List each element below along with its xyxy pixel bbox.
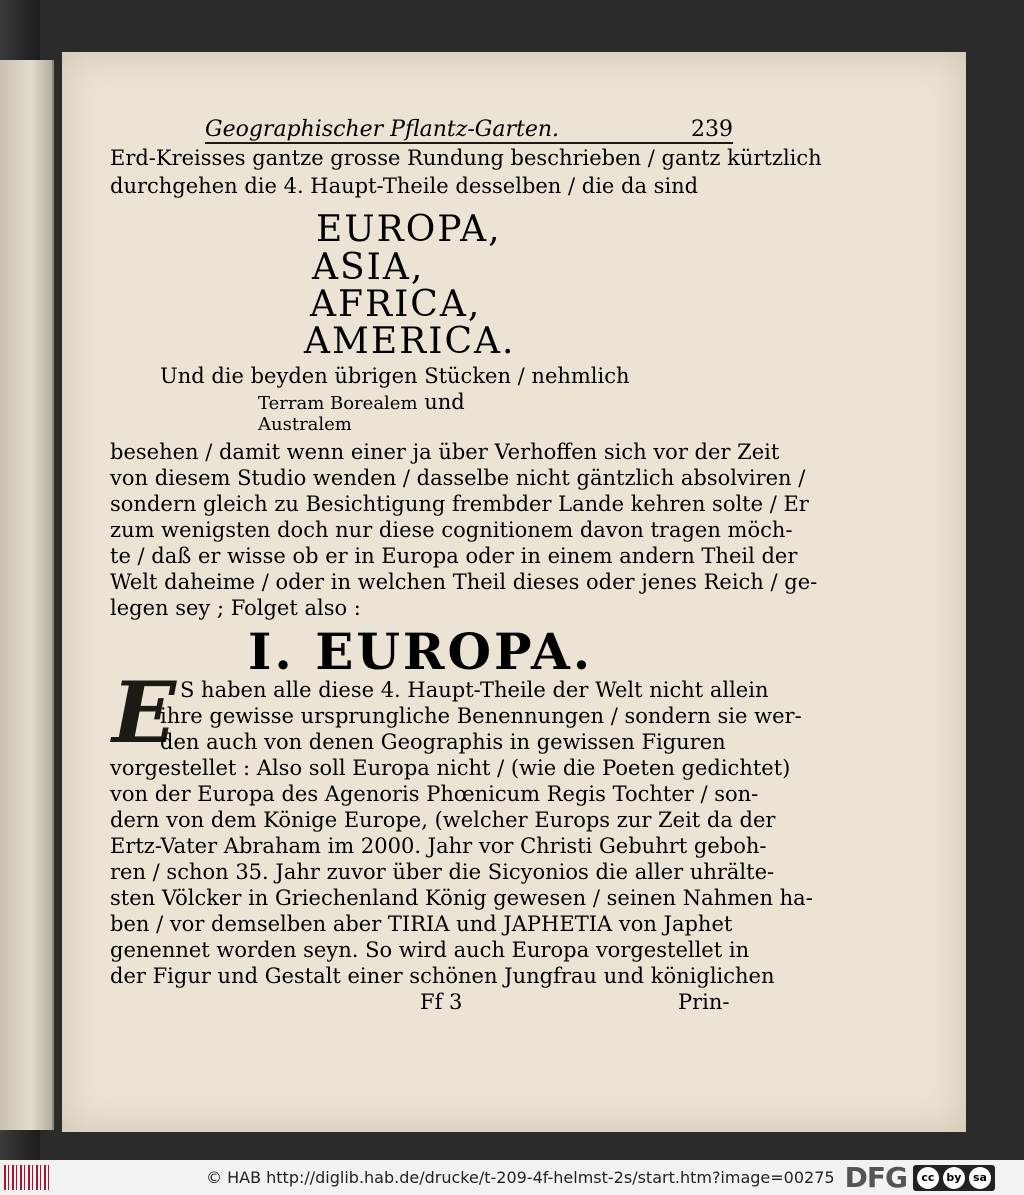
drop-initial: E bbox=[112, 663, 177, 762]
paragraph2-line-1: S haben alle diese 4. Haupt-Theile der Welt nicht allein bbox=[180, 678, 769, 702]
terra-line bbox=[258, 392, 465, 413]
paragraph2-line-11: genennet worden seyn. So wird auch Europa vorgestellet in bbox=[110, 938, 750, 962]
running-title: Geographischer Pflantz-Garten. bbox=[205, 117, 560, 142]
section-heading: I. EUROPA. bbox=[248, 622, 594, 681]
cc-icon: cc bbox=[917, 1167, 939, 1189]
paragraph2-line-5: von der Europa des Agenoris Phœnicum Regis Tochter / son- bbox=[110, 782, 759, 806]
paragraph2-line-7: Ertz-Vater Abraham im 2000. Jahr vor Christi Gebuhrt geboh- bbox=[110, 834, 767, 858]
australem: Australem bbox=[258, 414, 352, 435]
signature-mark: Ff 3 bbox=[420, 990, 463, 1014]
paragraph1-line-2: von diesem Studio wenden / dasselbe nicht gäntzlich absolviren / bbox=[110, 466, 806, 490]
paragraph2-line-2: ihre gewisse ursprungliche Benennungen / sondern sie wer- bbox=[160, 704, 802, 728]
paragraph2-line-3: den auch von denen Geographis in gewissen Figuren bbox=[160, 730, 726, 754]
sa-icon: sa bbox=[969, 1167, 991, 1189]
hab-barcode-icon bbox=[4, 1165, 50, 1190]
intro-line-2: durchgehen die 4. Haupt-Theile desselben / die da sind bbox=[110, 174, 699, 198]
paragraph1-line-7: legen sey ; Folget also : bbox=[110, 596, 361, 620]
by-icon: by bbox=[943, 1167, 965, 1189]
terra-borealem: Terram Borealem bbox=[258, 393, 418, 414]
running-header bbox=[205, 112, 733, 144]
paragraph1-line-5: te / daß er wisse ob er in Europa oder in einem andern Theil der bbox=[110, 544, 798, 568]
intro-line-1: Erd-Kreisses gantze grosse Rundung beschrieben / gantz kürtzlich bbox=[110, 146, 822, 170]
continent-europa: EUROPA, bbox=[316, 209, 502, 250]
und-word: und bbox=[424, 390, 465, 414]
paragraph1-line-1: besehen / damit wenn einer ja über Verhoffen sich vor der Zeit bbox=[110, 440, 780, 464]
paragraph2-line-10: ben / vor demselben aber TIRIA und JAPHETIA von Japhet bbox=[110, 912, 733, 936]
paragraph1-line-4: zum wenigsten doch nur diese cognitionem davon tragen möch- bbox=[110, 518, 793, 542]
page-number: 239 bbox=[691, 117, 733, 142]
paragraph1-line-6: Welt daheime / oder in welchen Theil dieses oder jenes Reich / ge- bbox=[110, 570, 818, 594]
continent-asia: ASIA, bbox=[312, 247, 425, 288]
cc-license-badge[interactable] bbox=[913, 1165, 995, 1191]
continent-america: AMERICA. bbox=[304, 321, 516, 362]
paragraph2-line-12: der Figur und Gestalt einer schönen Jungfrau und königlichen bbox=[110, 964, 775, 988]
paragraph2-line-9: sten Völcker in Griechenland König gewesen / seinen Nahmen ha- bbox=[110, 886, 813, 910]
footer-bar bbox=[0, 1160, 1024, 1195]
paragraph2-line-8: ren / schon 35. Jahr zuvor über die Sicyonios die aller uhrälte- bbox=[110, 860, 775, 884]
copyright-link[interactable]: © HAB http://diglib.hab.de/drucke/t-209-4f-helmst-2s/start.htm?image=00275 bbox=[206, 1168, 835, 1187]
continent-africa: AFRICA, bbox=[310, 284, 482, 325]
dfg-logo: DFG bbox=[844, 1161, 907, 1194]
paragraph2-line-6: dern von dem Könige Europe, (welcher Europs zur Zeit da der bbox=[110, 808, 776, 832]
paragraph2-line-4: vorgestellet : Also soll Europa nicht / (wie die Poeten gedichtet) bbox=[110, 756, 791, 780]
paragraph1-line-3: sondern gleich zu Besichtigung frembder Lande kehren solte / Er bbox=[110, 492, 809, 516]
remaining-intro: Und die beyden übrigen Stücken / nehmlich bbox=[160, 364, 630, 388]
previous-page-edge bbox=[0, 60, 54, 1130]
catchword: Prin- bbox=[678, 990, 730, 1014]
